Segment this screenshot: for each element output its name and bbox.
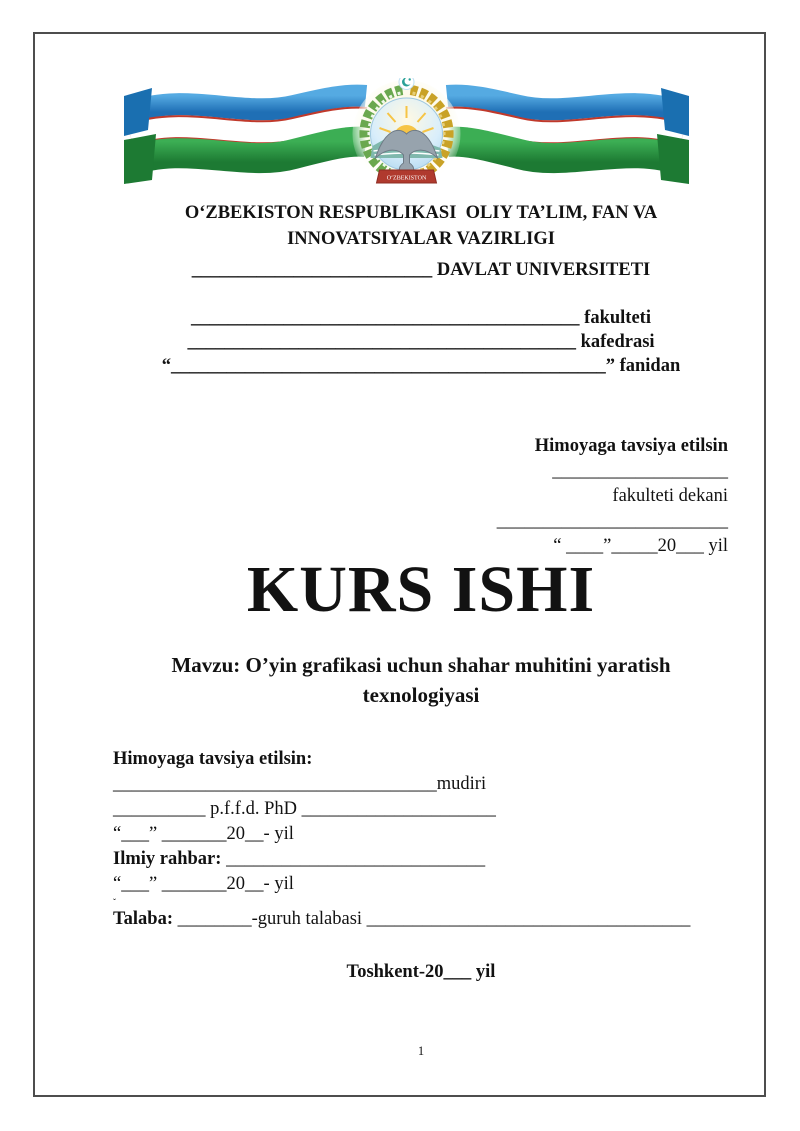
- talaba-blank: ________-guruh talabasi ___________________________________: [172, 909, 691, 929]
- coat-of-arms: [352, 78, 460, 186]
- emblem-banner-text: O‘ZBEKISTON: [386, 175, 426, 182]
- approval-right-rule-2: _________________________: [496, 511, 728, 531]
- document-title: KURS ISHI: [246, 553, 596, 626]
- city-year-line: Toshkent-20___ yil: [346, 962, 496, 982]
- phd-line: __________ p.f.f.d. PhD _____________________: [113, 799, 496, 819]
- ministry-line-1: O‘ZBEKISTON RESPUBLIKASI OLIY TA’LIM, FAN VA: [184, 203, 658, 223]
- flag-ribbon-right: [447, 88, 689, 184]
- rahbar-line: [113, 847, 729, 872]
- approval-right-rule-1: ___________________: [552, 461, 728, 481]
- approval-right-date: “ ____”_____20___ yil: [553, 536, 728, 556]
- topic-line-1: Mavzu: O’yin grafikasi uchun shahar muhitini yaratish: [171, 653, 671, 677]
- topic-line-2: texnologiyasi: [362, 683, 480, 707]
- document-page: [33, 32, 766, 1097]
- uzbekistan-emblem-icon: [124, 78, 689, 186]
- topic-block: [113, 650, 729, 710]
- page-number: 1: [417, 1044, 425, 1058]
- stray-mark: ˇ: [113, 897, 116, 907]
- rahbar-label: Ilmiy rahbar:: [113, 849, 222, 869]
- fanidan-line: “_______________________________________________” fanidan: [161, 356, 681, 376]
- emblem-block: [113, 78, 729, 191]
- kafedrasi-line: __________________________________________ kafedrasi: [187, 332, 655, 352]
- talaba-line: [113, 907, 729, 932]
- university-line: __________________________ DAVLAT UNIVERSITETI: [191, 260, 651, 280]
- rahbar-blank: ____________________________: [221, 849, 486, 869]
- fakulteti-line: __________________________________________ fakulteti: [191, 308, 651, 328]
- ministry-line-2: INNOVATSIYALAR VAZIRLIGI: [287, 229, 555, 249]
- date-line-1: “___” _______20__- yil: [113, 824, 294, 844]
- approval-left-heading: Himoyaga tavsiya etilsin:: [113, 749, 313, 769]
- date-line-2: “___” _______20__- yil: [113, 874, 294, 894]
- talaba-label: Talaba:: [113, 909, 173, 929]
- affiliation-block: [113, 306, 729, 378]
- approval-left-block: [113, 747, 729, 932]
- dean-label: fakulteti dekani: [612, 486, 728, 506]
- mudiri-line: ___________________________________mudiri: [113, 774, 487, 794]
- approval-right-block: [497, 434, 728, 559]
- approval-right-title: Himoyaga tavsiya etilsin: [534, 436, 728, 456]
- flag-ribbon-left: [124, 88, 366, 184]
- ministry-header: [113, 200, 729, 252]
